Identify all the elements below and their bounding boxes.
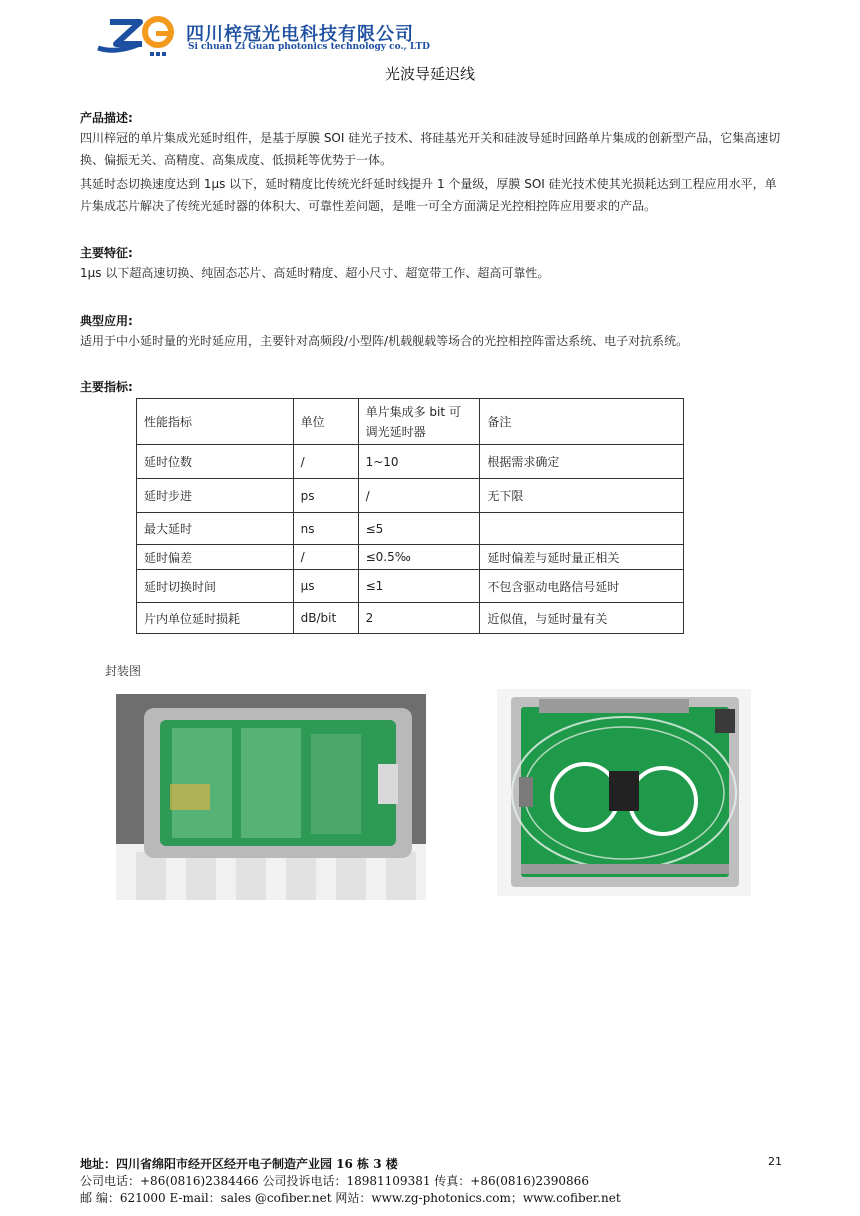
features-heading: 主要特征:: [80, 246, 133, 260]
table-row: [137, 603, 684, 634]
table-cell: 无下限: [480, 479, 684, 513]
table-cell: [480, 513, 684, 545]
table-row: [137, 513, 684, 545]
table-cell: ≤1: [358, 570, 480, 603]
table-cell: ps: [293, 479, 358, 513]
table-cell: 延时位数: [137, 445, 294, 479]
table-cell: 延时步进: [137, 479, 294, 513]
document-title: 光波导延迟线: [384, 65, 475, 83]
table-cell: 近似值，与延时量有关: [480, 603, 684, 634]
company-header: [96, 14, 516, 60]
spec-table: [136, 398, 684, 634]
table-cell: /: [293, 445, 358, 479]
figure-caption: 封装图: [105, 664, 142, 678]
table-header-row: [137, 399, 684, 445]
package-photo-module: [497, 689, 751, 896]
table-header-cell: 单位: [293, 399, 358, 445]
company-name-cn: 四川梓冠光电科技有限公司: [186, 24, 414, 45]
table-cell: 不包含驱动电路信号延时: [480, 570, 684, 603]
footer-phones: 公司电话：+86(0816)2384466 公司投诉电话：18981109381 传真：+86(0816)2390866: [80, 1174, 589, 1188]
table-header-cell: 性能指标: [137, 399, 294, 445]
table-header-cell: 单片集成多 bit 可调光延时器: [358, 399, 480, 445]
features-text: 1μs 以下超高速切换、纯固态芯片、高延时精度、超小尺寸、超宽带工作、超高可靠性。: [80, 266, 550, 280]
table-cell: 延时偏差与延时量正相关: [480, 545, 684, 570]
table-cell: dB/bit: [293, 603, 358, 634]
table-cell: ns: [293, 513, 358, 545]
table-cell: 延时切换时间: [137, 570, 294, 603]
applications-heading: 典型应用:: [80, 314, 133, 328]
table-row: [137, 479, 684, 513]
table-cell: 2: [358, 603, 480, 634]
company-logo: [96, 14, 182, 58]
table-cell: /: [358, 479, 480, 513]
table-cell: ≤0.5‰: [358, 545, 480, 570]
table-row: [137, 545, 684, 570]
table-row: [137, 570, 684, 603]
desc-heading: 产品描述:: [80, 111, 133, 125]
table-cell: /: [293, 545, 358, 570]
footer-address: 地址：四川省绵阳市经开区经开电子制造产业园 16 栋 3 楼: [80, 1157, 398, 1171]
footer-contact: 邮 编：621000 E-mail：sales @cofiber.net 网站：www.zg-photonics.com；www.cofiber.net: [80, 1191, 621, 1205]
company-name-en: Si chuan Zi Guan photonics technology co., LTD: [188, 42, 430, 52]
specs-heading: 主要指标:: [80, 380, 133, 394]
desc-paragraph-1: 四川梓冠的单片集成光延时组件，是基于厚膜 SOI 硅光子技术、将硅基光开关和硅波导延时回路单片集成的创新型产品，它集高速切换、偏振无关、高精度、高集成度、低损耗等优势于一体。: [80, 131, 781, 167]
table-cell: 片内单位延时损耗: [137, 603, 294, 634]
package-photo-board: [116, 694, 426, 900]
table-cell: μs: [293, 570, 358, 603]
table-cell: 最大延时: [137, 513, 294, 545]
table-header-cell: 备注: [480, 399, 684, 445]
table-row: [137, 445, 684, 479]
page-number: 21: [768, 1155, 782, 1168]
applications-text: 适用于中小延时量的光时延应用，主要针对高频段/小型阵/机载舰载等场合的光控相控阵雷达系统、电子对抗系统。: [80, 334, 689, 348]
table-cell: 1~10: [358, 445, 480, 479]
table-cell: 延时偏差: [137, 545, 294, 570]
table-cell: ≤5: [358, 513, 480, 545]
desc-paragraph-2: 其延时态切换速度达到 1μs 以下，延时精度比传统光纤延时线提升 1 个量级，厚膜 SOI 硅光技术使其光损耗达到工程应用水平，单片集成芯片解决了传统光延时器的体积大、可靠性差问题，是唯一可全方面满足光控相控阵应用要求的产品。: [80, 177, 777, 213]
table-cell: 根据需求确定: [480, 445, 684, 479]
